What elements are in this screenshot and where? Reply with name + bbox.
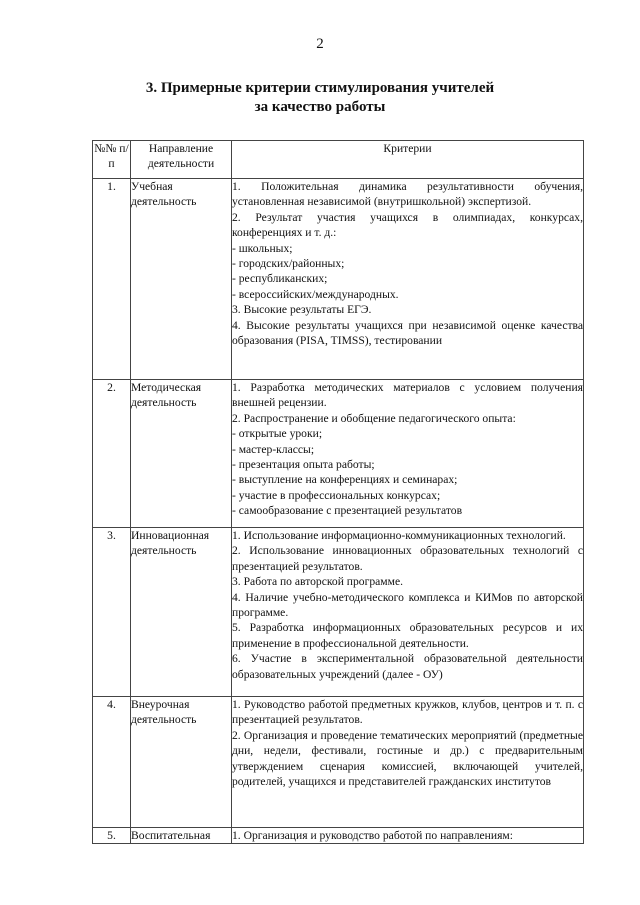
criteria-item: - выступление на конференциях и семинарах; [232, 473, 458, 487]
criteria-item: 2. Результат участия учащихся в олимпиадах, конкурсах, конференциях и т. д.: [232, 210, 583, 240]
criteria-item: - всероссийских/международных. [232, 287, 399, 301]
criteria-item: - городских/районных; [232, 257, 345, 271]
row-direction: Методическая деятельность [131, 380, 232, 528]
row-criteria [232, 697, 584, 828]
criteria-item: - школьных; [232, 241, 293, 255]
criteria-item: - участие в профессиональных конкурсах; [232, 488, 441, 502]
header-direction: Направление деятельности [131, 141, 232, 179]
criteria-item: 2. Распространение и обобщение педагогического опыта: [232, 411, 516, 425]
row-criteria [232, 179, 584, 380]
criteria-item: - республиканских; [232, 272, 328, 286]
criteria-item: 6. Участие в экспериментальной образовательной деятельности образовательных учреждений (далее - ОУ) [232, 652, 583, 681]
criteria-item: 3. Работа по авторской программе. [232, 575, 404, 589]
criteria-item: - самообразование с презентацией результатов [232, 504, 463, 518]
section-title [0, 79, 640, 117]
row-criteria [232, 528, 584, 697]
table-header-row [93, 141, 584, 179]
criteria-item: 1. Организация и руководство работой по направлениям: [232, 829, 513, 842]
row-direction: Учебная деятельность [131, 179, 232, 380]
table-row [93, 380, 584, 528]
criteria-item: 5. Разработка информационных образовательных ресурсов и их применение в профессиональной деятельности. [232, 621, 583, 650]
row-num: 4. [93, 697, 131, 828]
row-direction: Воспитательная [131, 828, 232, 844]
row-direction: Внеурочная деятельность [131, 697, 232, 828]
page-number: 2 [316, 36, 324, 52]
header-num: №№ п/п [93, 141, 131, 179]
title-line-1: 3. Примерные критерии стимулирования учителей [145, 80, 495, 96]
criteria-item: 1. Руководство работой предметных кружков, клубов, центров и т. п. с презентацией результатов. [232, 698, 583, 727]
row-criteria [232, 828, 584, 844]
table-row [93, 828, 584, 844]
criteria-item: 1. Использование информационно-коммуникационных технологий. [232, 529, 566, 542]
criteria-table [92, 140, 584, 844]
row-direction: Инновационная деятельность [131, 528, 232, 697]
criteria-item: 4. Наличие учебно-методического комплекса и КИМов по авторской программе. [232, 590, 583, 620]
criteria-item: - открытые уроки; [232, 427, 323, 441]
table-row [93, 179, 584, 380]
criteria-item: - мастер-классы; [232, 442, 315, 456]
criteria-item: 2. Организация и проведение тематических мероприятий (предметные дни, недели, фестивали, гостиные и др.) с предварительным утверждением сценария комиссией, включающей учителей, родителей, учащихся и представителей гражданских институтов [232, 728, 583, 789]
row-criteria [232, 380, 584, 528]
criteria-item: 4. Высокие результаты учащихся при независимой оценке качества образования (PISA, TIMSS), тестировании [232, 318, 583, 348]
row-num: 3. [93, 528, 131, 697]
table-row [93, 528, 584, 697]
table-row [93, 697, 584, 828]
header-criteria: Критерии [232, 141, 584, 179]
criteria-item: 1. Разработка методических материалов с условием получения внешней рецензии. [232, 381, 583, 410]
criteria-item: 3. Высокие результаты ЕГЭ. [232, 303, 372, 317]
title-line-2: за качество работы [254, 99, 386, 115]
row-num: 5. [93, 828, 131, 844]
row-num: 1. [93, 179, 131, 380]
criteria-item: - презентация опыта работы; [232, 458, 375, 472]
criteria-item: 1. Положительная динамика результативности обучения, установленная независимой (внутришкольной) экспертизой. [232, 180, 583, 209]
row-num: 2. [93, 380, 131, 528]
criteria-item: 2. Использование инновационных образовательных технологий с презентацией результатов. [232, 544, 583, 573]
